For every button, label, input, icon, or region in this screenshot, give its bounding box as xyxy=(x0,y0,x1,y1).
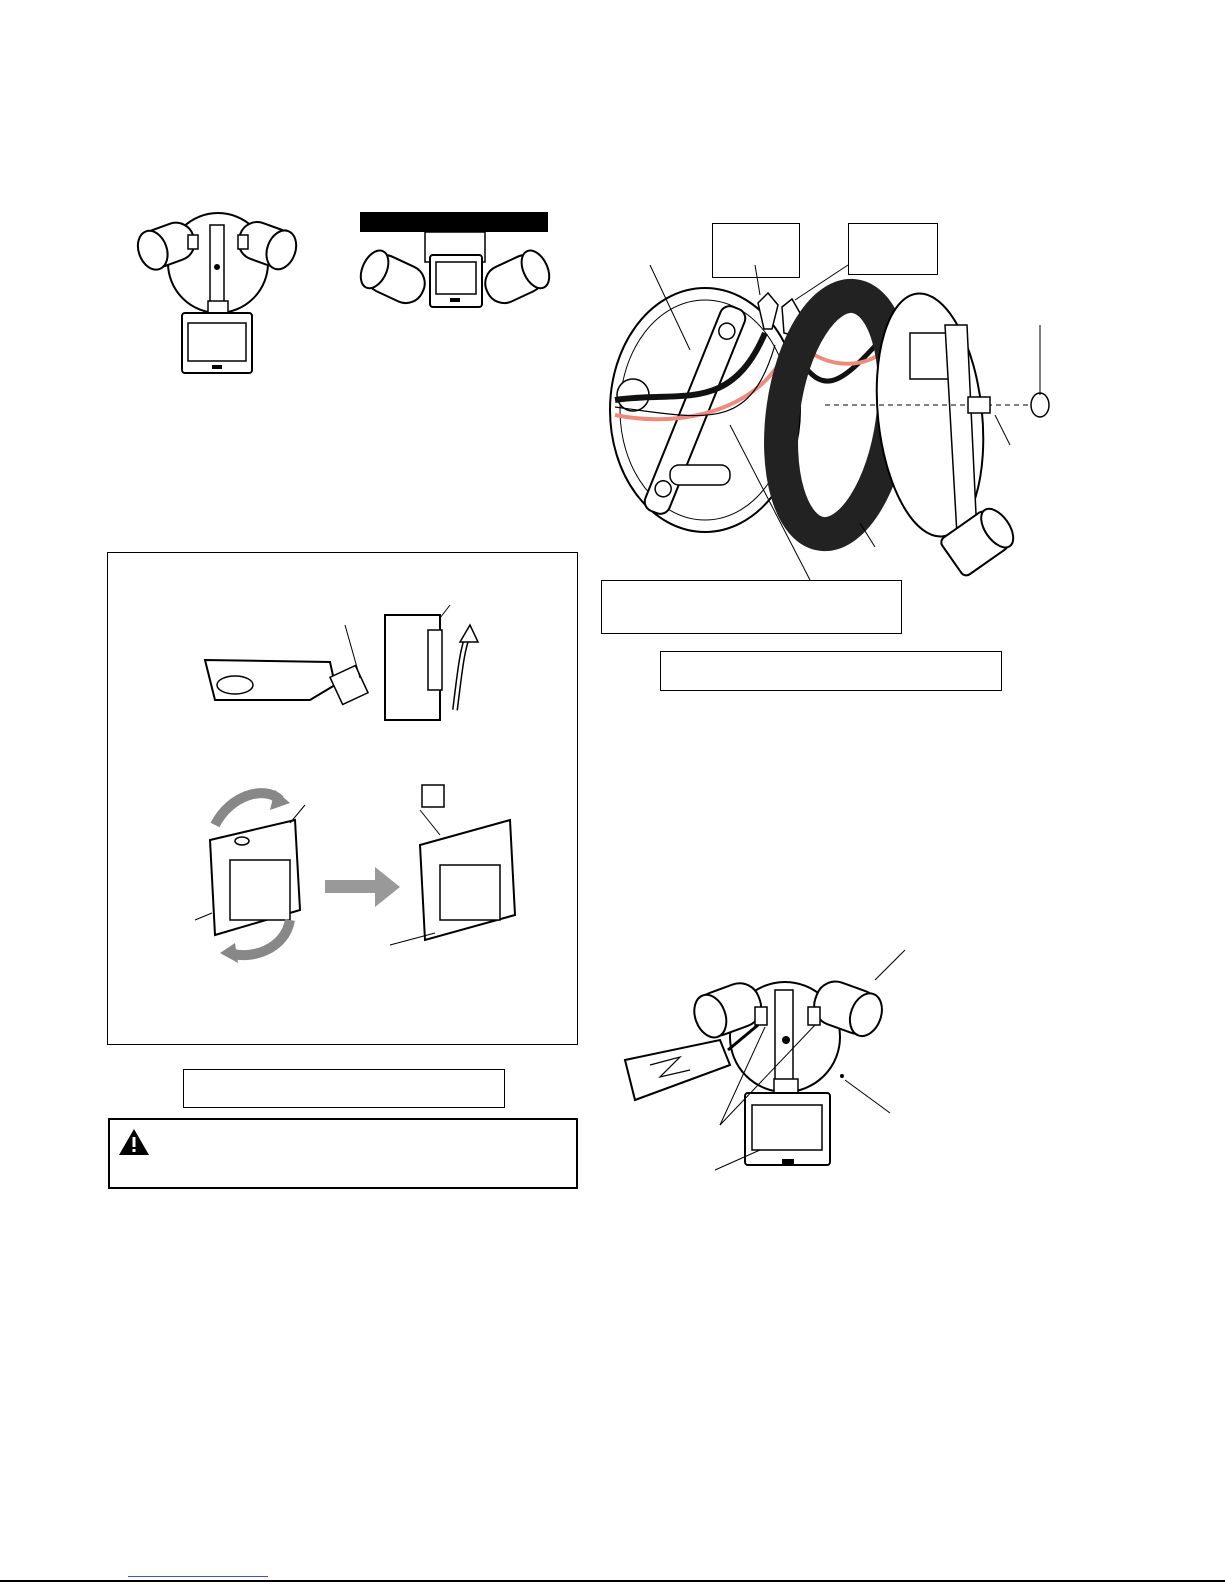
caption-box-wiring-note xyxy=(601,580,902,634)
warning-triangle-icon xyxy=(118,1128,150,1156)
fixture-aim-lamps-illustration xyxy=(620,945,920,1180)
fixture-wall-mount-illustration xyxy=(130,205,310,380)
caption-box-figure-wiring xyxy=(660,651,1002,691)
sensor-rotate-illustration xyxy=(190,775,530,970)
fixture-eave-mount-illustration xyxy=(350,210,560,320)
wiring-exploded-diagram xyxy=(600,255,1070,595)
warning-box xyxy=(108,1118,578,1189)
sensor-side-view-illustration xyxy=(200,590,500,730)
caption-box-figure-sensor xyxy=(183,1069,505,1108)
footer-link-underline[interactable] xyxy=(128,1576,268,1577)
footer-rule xyxy=(0,1580,1225,1582)
